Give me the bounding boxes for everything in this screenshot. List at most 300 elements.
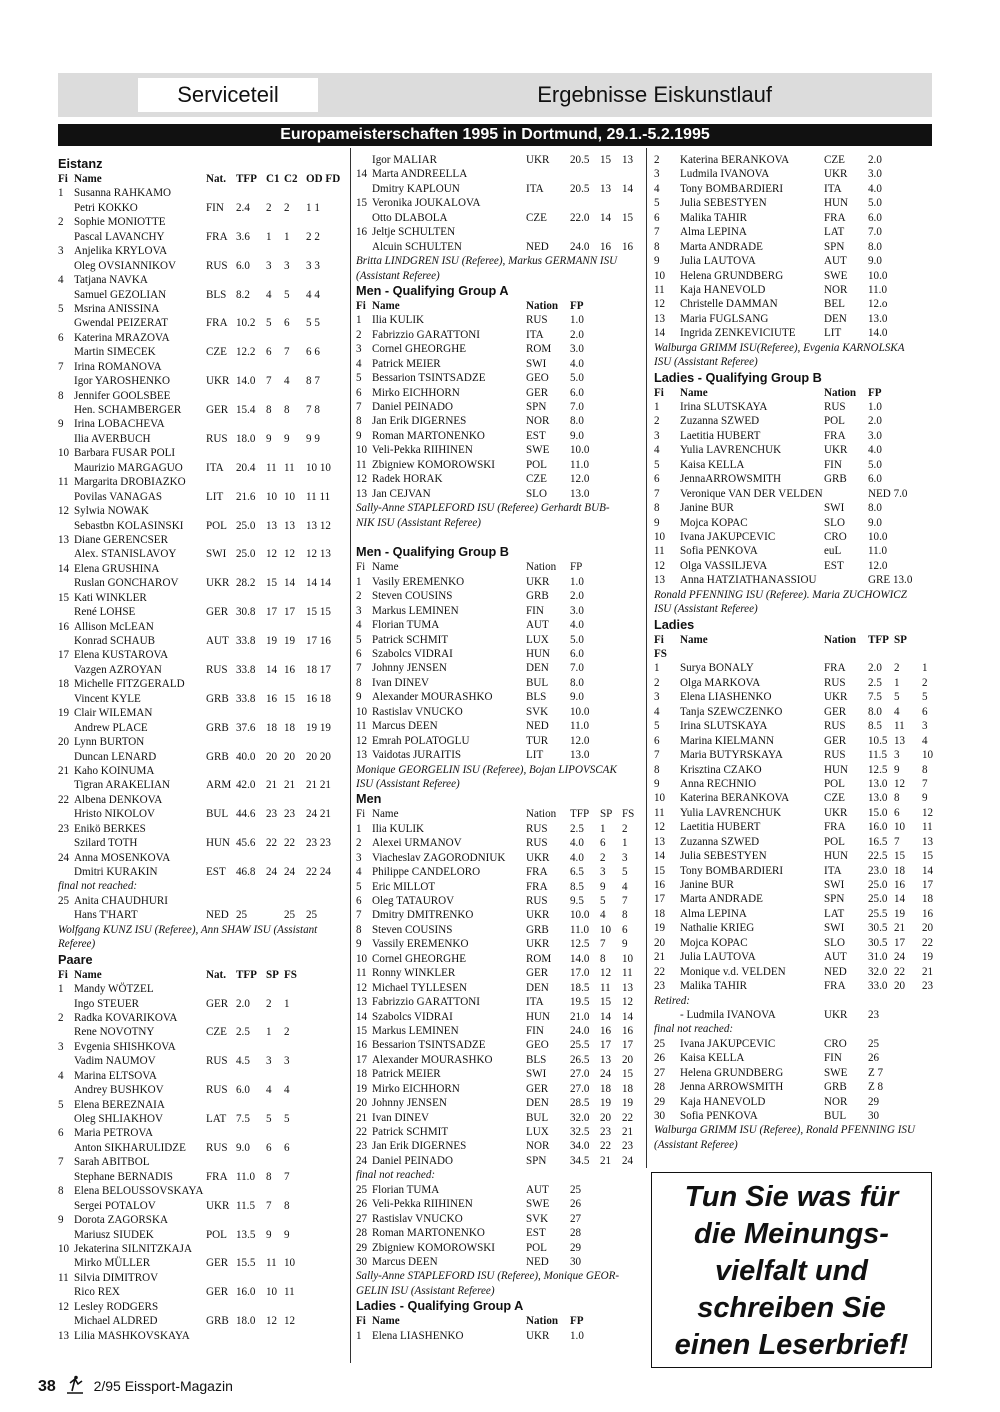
name-cell: Mariusz SIUDEK	[74, 1228, 154, 1241]
score-cell: 14.0	[868, 327, 888, 340]
name-cell: Hen. SCHAMBERGER	[74, 404, 182, 416]
nation-cell: RUS	[824, 749, 846, 762]
score-cell: 6	[922, 705, 928, 718]
place-cell: 2	[654, 676, 660, 689]
table-row	[654, 676, 936, 690]
score-cell: 2	[284, 201, 290, 214]
name-cell: Msrina ANISSINA	[74, 302, 160, 315]
score-cell: 18.0	[236, 1315, 256, 1328]
place-cell: 20	[654, 936, 666, 949]
place-cell: 7	[654, 749, 660, 762]
score-cell: 12	[266, 1315, 278, 1328]
place-cell: 13	[356, 487, 368, 500]
place-cell: 1	[58, 187, 64, 200]
name-cell: Elena BEREZNAIA	[74, 1098, 165, 1111]
place-cell: 26	[356, 1198, 368, 1211]
name-cell: Szilard TOTH	[74, 837, 138, 850]
name-cell: René LOHSE	[74, 606, 136, 619]
score-cell: 13.0	[868, 777, 888, 790]
score-cell: 44.6	[236, 808, 256, 821]
score-cell: 1	[266, 1026, 272, 1039]
score-cell: 6	[622, 923, 628, 936]
name-cell: Enikö BERKES	[74, 822, 146, 835]
name-cell: Vaidotas JURAITIS	[372, 749, 462, 762]
score-cell: 17	[922, 879, 934, 891]
score-cell: 4 4	[306, 288, 320, 301]
place-cell: Fi	[654, 386, 664, 399]
score-cell: 23	[868, 1008, 880, 1021]
name-cell: Jan Erik DIGERNES	[372, 1140, 467, 1153]
nation-cell: EST	[526, 1227, 546, 1240]
score-cell: 25.0	[236, 548, 256, 561]
place-cell: 11	[654, 806, 665, 819]
score-cell: 14	[622, 182, 634, 195]
score-cell: 11	[266, 1257, 277, 1270]
name-cell: Povilas VANAGAS	[74, 490, 163, 503]
table-row	[356, 196, 642, 210]
table-row	[356, 1010, 642, 1024]
score-cell: 15	[622, 211, 634, 224]
score-cell: 18	[622, 1082, 634, 1095]
name-cell: Marina ELTSOVA	[74, 1069, 157, 1082]
name-cell: Christelle DAMMAN	[680, 298, 778, 311]
score-cell: 13.0	[868, 312, 888, 325]
name-cell: Duncan LENARD	[74, 750, 157, 763]
name-cell: Roman MARTONENKO	[372, 429, 485, 442]
nation-cell: AUT	[526, 1183, 549, 1196]
name-cell: Marta ANDREELLA	[372, 168, 468, 181]
score-cell: 1	[622, 837, 628, 850]
place-cell: 2	[356, 837, 362, 850]
name-cell: Marcus DEEN	[372, 720, 438, 733]
score-cell: 18 17	[306, 663, 331, 676]
place-cell: 1	[654, 401, 660, 413]
nation-cell: Nation	[824, 386, 857, 399]
name-cell: Vadim NAUMOV	[74, 1055, 156, 1068]
ad-line: einen Leserbrief!	[674, 1329, 909, 1361]
place-cell: 11	[356, 967, 367, 980]
table-row	[58, 865, 346, 879]
nation-cell: EST	[206, 866, 226, 878]
results-column-1	[58, 156, 346, 1343]
table-row	[356, 1226, 642, 1240]
place-cell: 13	[356, 749, 368, 762]
score-cell: 12	[922, 806, 934, 819]
place-cell: 8	[356, 415, 362, 428]
score-cell: 8.2	[236, 288, 250, 301]
place-cell: Fi	[58, 173, 68, 185]
section-heading: Paare	[58, 952, 93, 967]
place-cell: 12	[58, 505, 70, 518]
name-cell: Jekaterina SILNITZKAJA	[74, 1242, 192, 1255]
name-cell: Vasily EREMENKO	[372, 575, 465, 588]
name-cell: Monique v.d. VELDEN	[680, 965, 786, 978]
table-row	[58, 461, 346, 475]
score-cell: 7	[894, 835, 900, 848]
score-cell: 20	[622, 1053, 634, 1066]
table-row	[58, 1314, 346, 1328]
place-cell: 4	[654, 444, 660, 457]
score-cell: 1.0	[570, 575, 584, 588]
score-cell: 10	[894, 821, 906, 834]
name-cell: Yulia LAVRENCHUK	[680, 806, 782, 819]
place-cell: 5	[654, 197, 660, 210]
table-row	[356, 1111, 642, 1125]
place-cell: 18	[654, 907, 666, 920]
event-banner: Europameisterschaften 1995 in Dortmund, 29.1.-5.2.1995	[58, 124, 932, 146]
nation-cell: ROM	[526, 952, 552, 965]
name-cell: Michelle FITZGERALD	[74, 678, 185, 691]
table-row	[356, 560, 642, 574]
note-label: final not reached:	[58, 880, 138, 893]
score-cell: 46.8	[236, 866, 256, 878]
table-row	[58, 403, 346, 417]
score-cell: 3.6	[236, 230, 250, 243]
score-cell: 13	[284, 519, 296, 532]
score-cell: 10	[922, 749, 934, 762]
score-cell: 5.0	[570, 633, 584, 646]
table-row	[58, 1011, 346, 1025]
place-cell: 4	[356, 866, 362, 879]
table-header	[356, 1314, 642, 1328]
table-row	[356, 1329, 642, 1343]
score-cell: 1	[284, 997, 290, 1010]
score-cell: 25.5	[570, 1039, 590, 1052]
name-cell: Ivan DINEV	[372, 676, 429, 689]
table-row	[654, 501, 936, 515]
place-cell: Fi	[356, 1315, 366, 1328]
referee-note: Walburga GRIMM ISU (Referee), Ronald PFENNING ISU	[654, 1124, 915, 1137]
score-cell: 5	[266, 1113, 272, 1125]
name-cell: Irina SLUTSKAYA	[680, 401, 768, 413]
table-header	[58, 172, 346, 186]
nation-cell: CZE	[526, 473, 547, 486]
table-row	[356, 966, 642, 980]
table-row	[58, 908, 346, 922]
score-cell: 42.0	[236, 779, 256, 792]
score-cell: 32.5	[570, 1126, 590, 1138]
place-cell: 23	[58, 822, 70, 835]
place-cell: 1	[58, 983, 64, 996]
name-cell: Steven COUSINS	[372, 923, 453, 936]
table-row	[58, 793, 346, 807]
table-row	[654, 748, 936, 762]
place-cell: 19	[356, 1082, 368, 1095]
nation-cell: GER	[526, 967, 549, 980]
score-cell: 11.0	[570, 923, 590, 936]
place-cell: 12	[356, 981, 368, 994]
score-cell: 9 9	[306, 432, 320, 445]
name-cell: Johnny JENSEN	[372, 662, 447, 675]
place-cell: 18	[356, 1068, 368, 1081]
place-cell: Fi	[356, 808, 366, 821]
score-cell: 11.0	[570, 720, 590, 733]
nation-cell: Nation	[526, 808, 557, 821]
nation-cell: SWE	[526, 444, 550, 457]
section-heading: Ladies - Qualifying Group A	[356, 1299, 524, 1314]
name-cell: Diane GERENCSER	[74, 533, 168, 546]
name-cell: Alma LEPINA	[680, 907, 747, 920]
nation-cell: NED	[824, 965, 847, 978]
name-cell: Tanja SZEWCZENKO	[680, 705, 783, 718]
score-cell: 16	[622, 1024, 634, 1037]
nation-cell: GRB	[824, 473, 847, 486]
name-cell: Mirko EICHHORN	[372, 386, 460, 399]
name-cell: Sophie MONIOTTE	[74, 216, 166, 229]
score-cell: 9	[266, 1228, 272, 1241]
table-row	[58, 1170, 346, 1184]
score-cell: 14	[284, 577, 296, 590]
place-cell: Fi	[356, 561, 366, 574]
nation-cell: UKR	[526, 851, 550, 864]
score-cell: TFP	[236, 968, 257, 981]
score-cell: 28.2	[236, 577, 256, 590]
place-cell: 9	[654, 255, 660, 268]
score-cell: 1.0	[868, 401, 882, 413]
score-cell: 26	[868, 1052, 880, 1065]
score-cell: 40.0	[236, 750, 256, 763]
place-cell: 10	[654, 792, 666, 805]
table-row	[654, 225, 936, 239]
nation-cell: FRA	[824, 211, 846, 224]
nation-cell: UKR	[824, 444, 848, 457]
table-row	[58, 316, 346, 330]
place-cell: 6	[356, 648, 362, 660]
place-cell: 30	[654, 1110, 666, 1122]
table-row	[58, 533, 346, 547]
nation-cell: UKR	[526, 154, 550, 166]
score-cell: 6.5	[570, 866, 584, 879]
table-row	[654, 690, 936, 704]
ad-line: Tun Sie was für	[684, 1181, 899, 1213]
table-row	[654, 443, 936, 457]
nation-cell: NED	[526, 720, 549, 733]
nation-cell: RUS	[824, 676, 846, 689]
score-cell: 22	[922, 936, 934, 949]
score-cell: 32.0	[868, 965, 888, 978]
name-cell: Clair WILEMAN	[74, 707, 153, 720]
table-row	[356, 1125, 642, 1139]
name-cell: Florian TUMA	[372, 1183, 440, 1196]
place-cell: 22	[654, 965, 666, 978]
score-cell: 15	[622, 1068, 634, 1081]
name-cell: Rico REX	[74, 1286, 120, 1299]
table-row	[58, 634, 346, 648]
score-cell: 16 18	[306, 692, 331, 705]
nation-cell: AUT	[526, 619, 549, 632]
table-row	[58, 605, 346, 619]
score-cell: 22 24	[306, 866, 331, 878]
score-cell: 27.0	[570, 1082, 590, 1095]
place-cell: 14	[356, 168, 368, 181]
name-cell: Kaja HANEVOLD	[680, 283, 766, 296]
table-row	[58, 1329, 346, 1343]
score-cell: 12	[600, 967, 612, 980]
nation-cell: Nation	[824, 633, 857, 646]
score-cell: 24	[600, 1068, 612, 1081]
score-cell: 13.0	[570, 749, 590, 762]
score-cell: 28	[570, 1227, 582, 1240]
score-cell: 20	[894, 980, 906, 993]
score-cell: 25	[236, 909, 248, 922]
table-row	[356, 1212, 642, 1226]
name-cell: Sarah ABITBOL	[74, 1156, 150, 1169]
name-cell: Julia SEBESTYEN	[680, 850, 767, 863]
score-cell: 17	[266, 606, 278, 619]
score-cell: 2.0	[570, 590, 584, 603]
name-cell: Viacheslav ZAGORODNIUK	[372, 851, 506, 864]
score-cell: 23	[922, 980, 934, 993]
nation-cell: GER	[824, 705, 847, 718]
name-cell: Barbara FUSAR POLI	[74, 447, 176, 460]
score-cell: 11.0	[868, 545, 888, 558]
place-cell: 17	[356, 1053, 368, 1066]
name-cell: Helena GRUNDBERG	[680, 269, 784, 282]
name-cell: Kaho KOINUMA	[74, 764, 155, 777]
score-cell: 20 20	[306, 750, 331, 763]
place-cell: 10	[356, 444, 368, 457]
score-cell: 17	[600, 1039, 612, 1052]
name-cell: Fabrizzio GARATTONI	[372, 996, 480, 1009]
score-cell: 4	[266, 288, 272, 301]
table-row	[356, 604, 642, 618]
nation-cell: RUS	[526, 895, 548, 907]
score-cell: 13	[266, 519, 278, 532]
score-cell: 6	[894, 806, 900, 819]
score-cell: 16	[600, 240, 612, 253]
table-row	[58, 648, 346, 662]
score-cell: 8.0	[868, 705, 882, 718]
score-cell: 8.0	[868, 502, 882, 515]
score-cell: 22	[622, 1111, 634, 1124]
nation-cell: ITA	[526, 182, 544, 195]
score-cell: FS	[284, 968, 297, 981]
score-cell: 24	[284, 866, 296, 878]
score-cell: 5 5	[306, 317, 320, 330]
nation-cell: DEN	[824, 312, 847, 325]
table-row	[58, 1271, 346, 1285]
score-cell: 9.0	[236, 1141, 250, 1154]
score-cell: 14	[922, 864, 934, 877]
score-cell: 5.0	[868, 197, 882, 210]
nation-cell: ITA	[206, 461, 224, 474]
score-cell: 25	[868, 1037, 880, 1050]
score-cell: 8	[894, 792, 900, 805]
nation-cell: LIT	[824, 327, 842, 340]
name-cell: Igor YAROSHENKO	[74, 375, 171, 388]
table-row	[58, 750, 346, 764]
table-row	[58, 519, 346, 533]
score-cell: 19	[922, 951, 934, 964]
table-row	[356, 429, 642, 443]
page-header	[58, 73, 932, 117]
table-row	[58, 1098, 346, 1112]
table-row	[356, 1067, 642, 1081]
place-cell: 14	[58, 562, 70, 575]
score-cell: 9	[266, 432, 272, 445]
table-row	[58, 721, 346, 735]
score-cell: FS	[622, 808, 635, 821]
score-cell: 19	[600, 1097, 612, 1110]
score-cell: 4	[622, 880, 628, 893]
issue-label: 2/95 Eissport-Magazin	[93, 1378, 233, 1394]
score-cell: 11.0	[570, 458, 590, 471]
nation-cell: LAT	[206, 1113, 227, 1125]
place-cell: 20	[356, 1097, 368, 1110]
score-cell: 11	[622, 967, 633, 980]
score-cell: 15	[600, 154, 612, 166]
place-cell: 21	[654, 951, 666, 964]
score-cell: 19	[894, 907, 906, 920]
table-row	[58, 822, 346, 836]
name-cell: Michael ALDRED	[74, 1315, 158, 1328]
nation-cell: UKR	[206, 375, 230, 388]
table-row	[654, 414, 936, 428]
name-cell: Oleg OVSIANNIKOV	[74, 259, 176, 272]
score-cell: 29	[868, 1095, 880, 1108]
table-row	[356, 952, 642, 966]
score-cell: TFP	[570, 808, 590, 821]
table-row	[654, 283, 936, 297]
name-cell: Jan Erik DIGERNES	[372, 415, 467, 428]
score-cell: 1	[894, 676, 900, 689]
name-cell: Name	[74, 968, 102, 981]
score-cell: SP	[894, 633, 907, 646]
name-cell: Maurizio MARGAGUO	[74, 461, 183, 474]
place-cell: 12	[654, 821, 666, 834]
nation-cell: GER	[206, 997, 229, 1010]
nation-cell: SWI	[824, 922, 845, 935]
place-cell: 13	[58, 533, 70, 546]
score-cell: 20.5	[570, 182, 590, 195]
table-row	[58, 215, 346, 229]
score-cell: 13	[600, 1053, 612, 1066]
score-cell: 9.0	[868, 516, 882, 529]
name-cell: Malika TAHIR	[680, 980, 748, 993]
score-cell: 16	[600, 1024, 612, 1037]
score-cell: 21	[600, 1154, 612, 1167]
table-row	[356, 589, 642, 603]
table-row	[654, 1080, 936, 1094]
name-cell: Janine BUR	[680, 879, 734, 891]
table-row	[654, 705, 936, 719]
name-cell: Anjelika KRYLOVA	[74, 245, 168, 258]
table-row	[58, 432, 346, 446]
table-row	[356, 400, 642, 414]
score-cell: 14.0	[236, 375, 256, 388]
place-cell: 7	[356, 662, 362, 675]
table-row	[58, 764, 346, 778]
place-cell: 5	[356, 880, 362, 893]
table-row	[356, 894, 642, 908]
nation-cell: UKR	[824, 1008, 848, 1021]
score-cell: 10.2	[236, 317, 256, 330]
nation-cell: SPN	[824, 240, 845, 253]
score-cell: 23 23	[306, 837, 331, 850]
place-cell: 4	[58, 274, 64, 287]
name-cell: Radek HORAK	[372, 473, 443, 486]
nation-cell: RUS	[824, 720, 846, 733]
place-cell: 12	[58, 1300, 70, 1313]
place-cell: 29	[356, 1241, 368, 1254]
name-cell: Oleg SHLIAKHOV	[74, 1113, 164, 1125]
table-row	[356, 1241, 642, 1255]
place-cell: 3	[356, 343, 362, 356]
place-cell: 10	[58, 1242, 70, 1255]
score-cell: 21	[266, 779, 278, 792]
score-cell: 3.0	[570, 604, 584, 617]
place-cell: 13	[356, 996, 368, 1009]
